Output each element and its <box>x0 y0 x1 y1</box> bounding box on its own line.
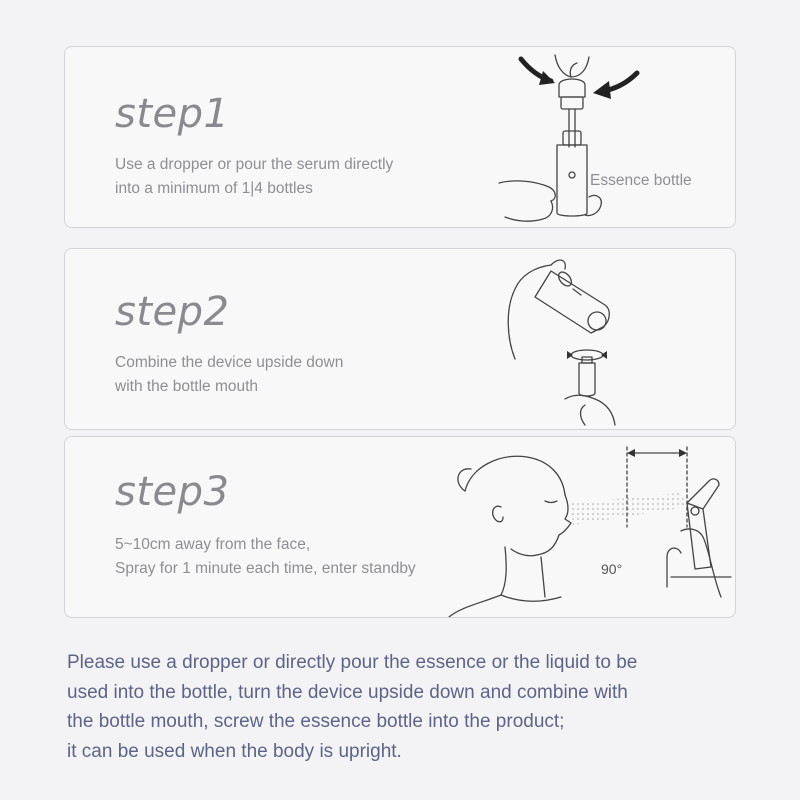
step1-line-1: Use a dropper or pour the serum directly <box>115 156 394 173</box>
step2-description <box>115 351 343 399</box>
step3-title: step3 <box>115 469 230 515</box>
footer-line-4: it can be used when the body is upright. <box>67 740 402 762</box>
step3-line-2: Spray for 1 minute each time, enter standby <box>115 560 416 577</box>
dropper-bottle-illustration <box>485 47 665 228</box>
device-combine-illustration <box>455 249 655 430</box>
footer-line-2: used into the bottle, turn the device upside down and combine with <box>67 681 628 703</box>
face-spray-illustration <box>441 437 736 618</box>
step3-card <box>64 436 736 618</box>
step2-title: step2 <box>115 289 230 335</box>
step1-line-2: into a minimum of 1|4 bottles <box>115 180 313 197</box>
step1-description <box>115 153 393 201</box>
step2-card <box>64 248 736 430</box>
angle-label: 90° <box>601 561 623 577</box>
step1-card <box>64 46 736 228</box>
essence-bottle-label: Essence bottle <box>590 172 692 189</box>
step1-title: step1 <box>115 91 230 137</box>
step3-description <box>115 533 416 581</box>
step3-line-1: 5~10cm away from the face, <box>115 536 311 553</box>
footer-instructions <box>67 648 767 766</box>
step2-line-2: with the bottle mouth <box>115 378 259 395</box>
footer-line-1: Please use a dropper or directly pour the essence or the liquid to be <box>67 652 638 673</box>
footer-line-3: the bottle mouth, screw the essence bottle into the product; <box>67 711 565 732</box>
step2-line-1: Combine the device upside down <box>115 354 344 371</box>
